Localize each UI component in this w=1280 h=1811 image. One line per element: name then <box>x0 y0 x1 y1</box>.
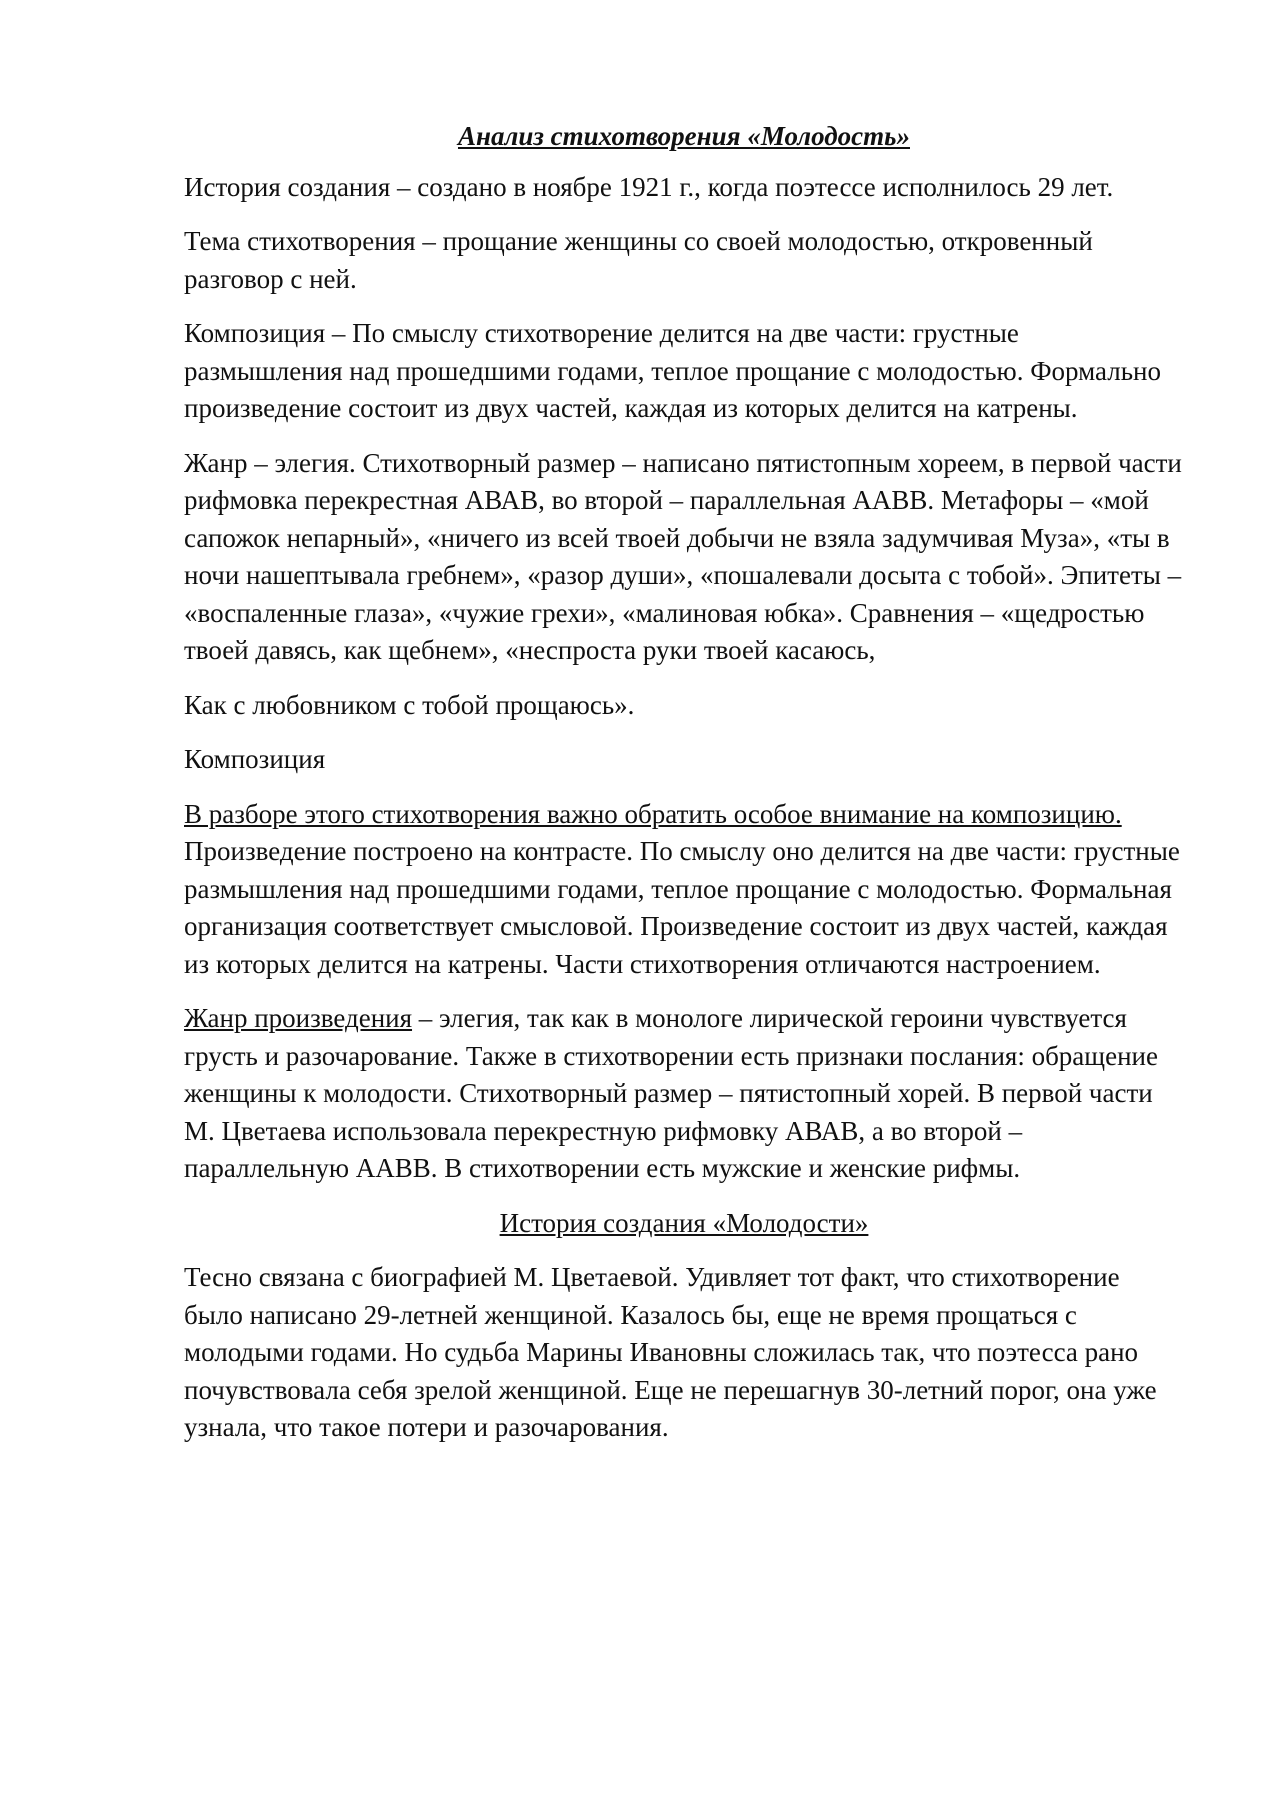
genre-lead: Жанр произведения <box>184 1003 413 1033</box>
composition-lead: В разборе этого стихотворения важно обратить особое внимание на композицию. <box>184 798 1122 829</box>
genre-body: – элегия, так как в монологе лирической героини чувствуется грусть и разочарование. Также в стихотворении есть признаки послания: обращение женщины к молодости. Стихотворный размер – пятистопный хорей. В первой части М. Цветаева использовала перекрестную рифмовку АВАВ, а во второй – параллельную ААВВ. В стихотворении есть мужские и женские рифмы. <box>184 1003 1158 1183</box>
paragraph-biography: Тесно связана с биографией М. Цветаевой. Удивляет тот факт, что стихотворение было написано 29-летней женщиной. Казалось бы, еще не время прощаться с молодыми годами. Но судьба Марины Ивановны сложилась так, что поэтесса рано почувствовала себя зрелой женщиной. Еще не перешагнув 30-летний порог, она уже узнала, что такое потери и разочарования. <box>184 1262 1157 1442</box>
heading-composition: Композиция <box>184 744 326 774</box>
paragraph-composition <box>184 796 1184 984</box>
paragraph-genre-summary: Жанр – элегия. Стихотворный размер – написано пятистопным хореем, в первой части рифмовка перекрестная АВАВ, во второй – параллельная ААВВ. Метафоры – «мой сапожок непарный», «ничего из всей твоей добычи не взяла задумчивая Муза», «ты в ночи нашептывала гребнем», «разор души», «пошалевали досыта с тобой». Эпитеты – «воспаленные глаза», «чужие грехи», «малиновая юбка». Сравнения – «щедростью твоей давясь, как щебнем», «неспроста руки твоей касаюсь, <box>184 447 1182 665</box>
document-page <box>184 118 1184 1464</box>
composition-body: Произведение построено на контрасте. По смыслу оно делится на две части: грустные размышления над прошедшими годами, теплое прощание с молодостью. Формальная организация соответствует смысловой. Произведение состоит из двух частей, каждая из которых делится на катрены. Части стихотворения отличаются настроением. <box>184 836 1180 979</box>
paragraph-composition-summary: Композиция – По смыслу стихотворение делится на две части: грустные размышления над прошедшими годами, теплое прощание с молодостью. Формально произведение состоит из двух частей, каждая из которых делится на катрены. <box>184 318 1161 423</box>
document-title: Анализ стихотворения «Молодость» <box>457 121 910 151</box>
paragraph-history: История создания – создано в ноябре 1921 г., когда поэтессе исполнилось 29 лет. <box>184 171 1114 202</box>
paragraph-genre <box>184 1000 1184 1188</box>
subheading-history: История создания «Молодости» <box>499 1207 869 1238</box>
paragraph-quote-end: Как с любовником с тобой прощаюсь». <box>184 689 635 720</box>
paragraph-theme: Тема стихотворения – прощание женщины со своей молодостью, откровенный разговор с ней. <box>184 226 1093 294</box>
